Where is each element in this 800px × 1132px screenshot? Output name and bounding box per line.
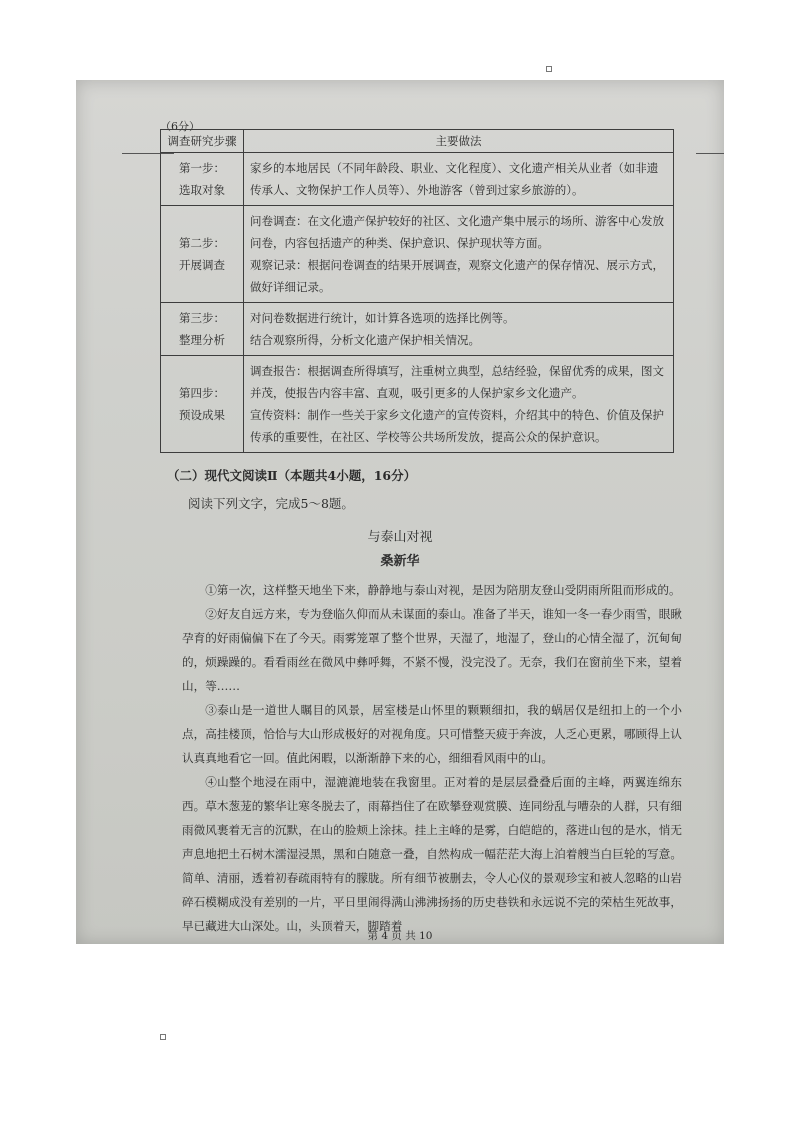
method-cell: 家乡的本地居民（不同年龄段、职业、文化程度）、文化遗产相关从业者（如非遗传承人、文物保护工作人员等）、外地游客（曾到过家乡旅游的）。 bbox=[244, 153, 674, 206]
corner-mark bbox=[160, 1034, 166, 1040]
article-title: 与泰山对视 bbox=[367, 530, 433, 545]
article-paragraph: ④山整个地浸在雨中，湿漉漉地装在我窗里。正对着的是层层叠叠后面的主峰，两翼连绵东西。草木葱茏的繁华让寒冬脱去了，雨幕挡住了在欧攀登观赏膜、连同纷乱与嘈杂的人群，只有细雨微风裹着无言的沉默，在山的脸颊上涂抹。挂上主峰的是雾，白皑皑的，落进山包的是水，悄无声息地把土石树木濡湿浸黑，黑和白随意一叠，自然构成一幅茫茫大海上泊着艘当白巨轮的写意。简单、清丽，透着初春疏雨特有的朦胧。所有细节被删去，令人心仪的景观珍宝和被人忽略的山岩碎石模糊成没有差别的一片，平日里闹得满山沸沸扬扬的历史巷铁和永远说不完的荣枯生死故事，早已藏进大山深处。山，头顶着天，脚踏着 bbox=[182, 775, 682, 933]
method-cell: 对问卷数据进行统计，如计算各选项的选择比例等。 结合观察所得，分析文化遗产保护相关情况。 bbox=[244, 303, 674, 356]
step-cell: 第三步： 整理分析 bbox=[161, 303, 244, 356]
section-heading: （二）现代文阅读Ⅱ（本题共4小题，16分） bbox=[167, 468, 417, 483]
table-row bbox=[161, 153, 674, 206]
table-row bbox=[161, 206, 674, 303]
survey-steps-table bbox=[160, 129, 674, 453]
article-paragraph: ②好友自远方来，专为登临久仰而从未谋面的泰山。准备了半天，谁知一冬一春少雨雪，眼瞅孕育的好雨偏偏下在了今天。雨雾笼罩了整个世界，天湿了，地湿了，登山的心情全湿了，沉甸甸的，烦躁躁的。看看雨丝在微风中彝呼舞，不紧不慢，没完没了。无奈，我们在窗前坐下来，望着山，等…… bbox=[182, 607, 682, 693]
step-cell: 第二步： 开展调查 bbox=[161, 206, 244, 303]
page-edge-line bbox=[696, 153, 724, 154]
article-paragraph: ①第一次，这样整天地坐下来，静静地与泰山对视，是因为陪朋友登山受阴雨所阻而形成的。 bbox=[205, 583, 681, 597]
method-cell: 问卷调查：在文化遗产保护较好的社区、文化遗产集中展示的场所、游客中心发放问卷，内容包括遗产的种类、保护意识、保护现状等方面。 观察记录：根据问卷调查的结果开展调查，观察文化遗产的保存情况、展示方式，做好详细记录。 bbox=[244, 206, 674, 303]
step-cell: 第四步： 预设成果 bbox=[161, 356, 244, 453]
reading-instruction: 阅读下列文字，完成5～8题。 bbox=[188, 496, 354, 511]
corner-mark bbox=[546, 66, 552, 72]
table-row bbox=[161, 356, 674, 453]
header-step: 调查研究步骤 bbox=[161, 130, 244, 153]
method-cell: 调查报告：根据调查所得填写，注重树立典型，总结经验，保留优秀的成果，图文并茂，使报告内容丰富、直观，吸引更多的人保护家乡文化遗产。 宣传资料：制作一些关于家乡文化遗产的宣传资料，介绍其中的特色、价值及保护传承的重要性，在社区、学校等公共场所发放，提高公众的保护意识。 bbox=[244, 356, 674, 453]
header-method: 主要做法 bbox=[244, 130, 674, 153]
step-cell: 第一步： 选取对象 bbox=[161, 153, 244, 206]
article-author: 桑新华 bbox=[380, 554, 420, 569]
score-label: （6分） bbox=[160, 120, 200, 133]
table-row bbox=[161, 303, 674, 356]
article-paragraph: ③泰山是一道世人瞩目的风景，居室楼是山怀里的颗颗细扣，我的蜗居仅是纽扣上的一个小点，高挂楼顶，恰恰与大山形成极好的对视角度。只可惜整天疲于奔波，人乏心更累，哪顾得上认认真真地看它一回。值此闲暇，以渐渐静下来的心，细细看风雨中的山。 bbox=[182, 703, 682, 765]
article-body bbox=[182, 578, 682, 938]
page-footer: 第 4 页 共 10 bbox=[367, 930, 433, 942]
scanned-page-photo bbox=[76, 80, 724, 944]
table-header-row bbox=[161, 130, 674, 153]
